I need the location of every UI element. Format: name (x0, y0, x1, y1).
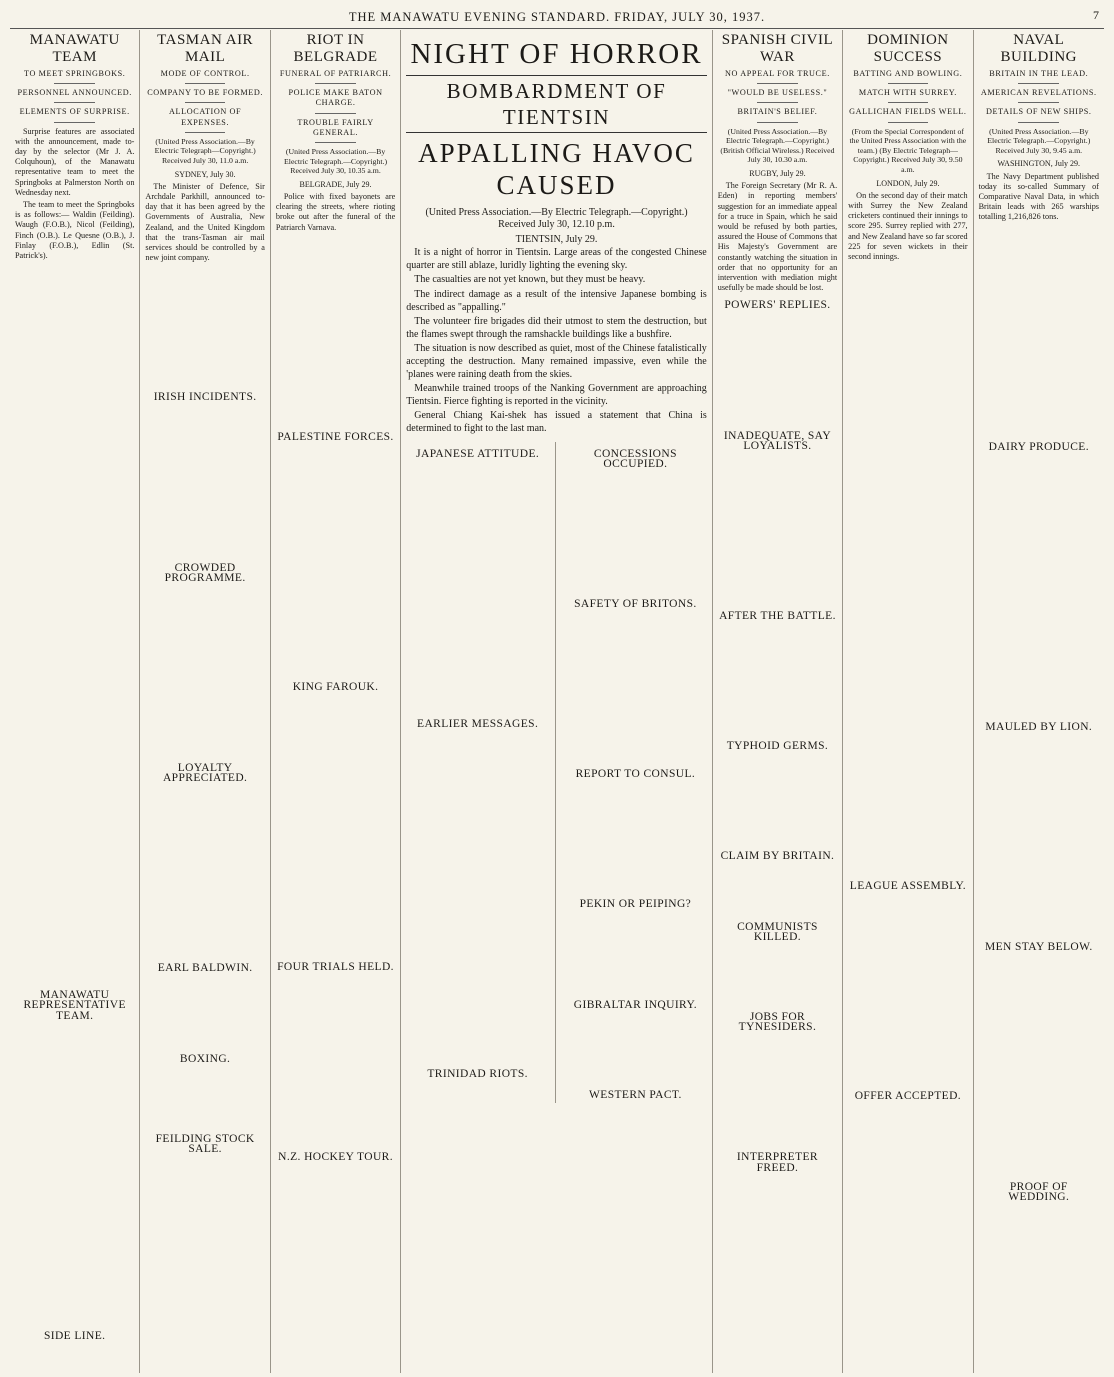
lead-subcolumn-left (406, 442, 556, 1103)
section-heading: EARL BALDWIN. (157, 962, 253, 975)
paragraph: The volunteer fire brigades did their utmost to stem the destruction, but the flames swept through the ramshackle buildings like a bushfire. (406, 316, 707, 340)
subhead: TROUBLE FAIRLY GENERAL. (297, 117, 374, 137)
subhead: BRITAIN IN THE LEAD. (989, 69, 1089, 78)
section-heading: OFFER ACCEPTED. (854, 1090, 962, 1103)
lead-headline-3: APPALLING HAVOC CAUSED (418, 138, 695, 200)
dateline: TIENTSIN, July 29. (515, 234, 598, 245)
headline-dominion-success: DOMINION SUCCESS (867, 32, 949, 65)
paragraph: The Minister of Defence, Sir Archdale Parkhill, announced to-day that it has been agreed by the Governments of Australia, New Zealand, and the United Kingdom that the trans-Tasman air mail services should be controlled by a new joint company. (145, 181, 265, 263)
section-heading: LEAGUE ASSEMBLY. (849, 880, 966, 893)
column-spanish-civil-war (713, 30, 843, 1373)
section-heading: MAULED BY LION. (985, 720, 1093, 733)
paragraph: The casualties are not yet known, but they must be heavy. (414, 274, 646, 286)
masthead-title: THE MANAWATU EVENING STANDARD. FRIDAY, JULY 30, 1937. (348, 9, 766, 24)
subhead: "WOULD BE USELESS." (727, 88, 828, 98)
page-number: 7 (1093, 8, 1100, 22)
section-heading: WESTERN PACT. (589, 1088, 682, 1101)
column-manawatu-team (10, 30, 140, 1373)
paragraph: The situation is now described as quiet, most of the Chinese fatalistically accepting the destruction. Many remained impassive, even while the 'planes were raining death from the skies. (406, 343, 707, 380)
subhead: BRITAIN'S BELIEF. (737, 107, 818, 117)
masthead (10, 6, 1104, 29)
section-heading: N.Z. HOCKEY TOUR. (278, 1151, 393, 1164)
section-heading: CROWDED PROGRAMME. (164, 561, 246, 584)
subhead: FUNERAL OF PATRIARCH. (279, 69, 392, 78)
section-heading: SIDE LINE. (43, 1329, 106, 1342)
section-heading: INADEQUATE, SAY LOYALISTS. (723, 429, 832, 452)
wire-credit: (United Press Association.—By Electric Telegraph.—Copyright.) Received July 30, 12.10 p.m. (425, 207, 688, 230)
section-heading: LOYALTY APPRECIATED. (162, 762, 248, 785)
section-heading: CLAIM BY BRITAIN. (720, 850, 835, 863)
column-tasman-air-mail (140, 30, 270, 1373)
section-heading: REPORT TO CONSUL. (575, 768, 696, 781)
dateline: SYDNEY, July 30. (174, 169, 236, 179)
section-heading: GIBRALTAR INQUIRY. (573, 998, 697, 1011)
section-heading: CONCESSIONS OCCUPIED. (593, 447, 677, 470)
paragraph: The team to meet the Springboks is as follows:— Waldin (Feilding). Waugh (F.O.B.), Nicol (Feilding), Finch (O.B.). Le Quesne (O.B.), J. Finlay (F.O.B.), Edlin (St. Patrick's). (15, 200, 135, 261)
article-body (15, 127, 134, 984)
lead-subcolumn-right (564, 442, 707, 1103)
subhead: AMERICAN REVELATIONS. (980, 88, 1097, 98)
subhead: NO APPEAL FOR TRUCE. (725, 69, 830, 78)
section-heading: PALESTINE FORCES. (277, 430, 394, 443)
lead-headline-2: BOMBARDMENT OF TIENTSIN (406, 75, 706, 133)
subhead: PERSONNEL ANNOUNCED. (17, 88, 132, 98)
column-riot-in-belgrade (271, 30, 401, 1373)
headline-riot-in-belgrade: RIOT IN BELGRADE (293, 32, 378, 65)
paragraph: General Chiang Kai-shek has issued a statement that China is determined to fight to the last man. (406, 410, 707, 434)
section-heading: BOXING. (179, 1052, 231, 1065)
lead-article-body (406, 247, 706, 435)
lead-story-column (401, 30, 712, 1373)
section-heading: JOBS FOR TYNESIDERS. (738, 1011, 817, 1034)
headline-manawatu-team: MANAWATU TEAM (29, 32, 120, 65)
section-heading: SAFETY OF BRITONS. (574, 597, 697, 610)
column-naval-building (974, 30, 1104, 1373)
paragraph: Meanwhile trained troops of the Nanking Government are approaching Tientsin. Fierce fighting is reported in the vicinity. (406, 383, 707, 407)
headline-naval-building: NAVAL BUILDING (1000, 32, 1078, 65)
wire-credit: (United Press Association.—By Electric Telegraph.—Copyright.) (British Official Wireless.) Received July 30, 10.30 a.m. (720, 126, 835, 165)
headline-tasman-air-mail: TASMAN AIR MAIL (157, 32, 254, 65)
wire-credit: (United Press Association.—By Electric Telegraph—Copyright.) Received July 30, 11.0 a.m. (154, 136, 256, 165)
lead-headline-1: NIGHT OF HORROR (410, 38, 703, 70)
section-heading: KING FAROUK. (292, 681, 379, 694)
section-heading: MEN STAY BELOW. (984, 941, 1093, 954)
paragraph: The Navy Department published today its so-called Summary of Comparative Naval Data, in which Britain leads with 265 warships totalling 1,216,826 tons. (978, 171, 1099, 222)
subhead: COMPANY TO BE FORMED. (147, 88, 264, 98)
section-heading: PEKIN OR PEIPING? (579, 898, 692, 911)
section-heading: JAPANESE ATTITUDE. (416, 447, 540, 460)
subhead: BATTING AND BOWLING. (853, 69, 963, 78)
dateline: BELGRADE, July 29. (299, 179, 372, 189)
dateline: RUGBY, July 29. (749, 168, 806, 178)
subhead: MODE OF CONTROL. (160, 69, 250, 78)
section-heading: FEILDING STOCK SALE. (155, 1132, 255, 1156)
section-heading: IRISH INCIDENTS. (153, 391, 257, 404)
section-heading: MANAWATU REPRESENTATIVE TEAM. (23, 989, 126, 1022)
lead-subcolumns (406, 442, 706, 1103)
subhead: ELEMENTS OF SURPRISE. (19, 107, 130, 117)
section-heading: AFTER THE BATTLE. (719, 610, 836, 623)
columns (10, 30, 1104, 1373)
paragraph: On the second day of their match with Surrey the New Zealand cricketers continued their innings to score 295. Surrey replied with 277, and New Zealand have so far scored 225 for seven wickets in their second innings. (848, 190, 968, 261)
dateline: LONDON, July 29. (876, 178, 940, 188)
section-heading: POWERS' REPLIES. (724, 299, 831, 312)
section-heading: TRINIDAD RIOTS. (427, 1067, 528, 1080)
wire-credit: (From the Special Correspondent of the United Press Association with the team.) (By Electric Telegraph—Copyright.) Received July 30, 9.50 a.m. (849, 126, 967, 174)
subhead: POLICE MAKE BATON CHARGE. (288, 88, 383, 108)
subhead: DETAILS OF NEW SHIPS. (986, 107, 1092, 117)
article-filler-text (15, 263, 134, 983)
headline-spanish-civil-war: SPANISH CIVIL WAR (721, 32, 834, 65)
section-heading: INTERPRETER FREED. (736, 1151, 818, 1174)
paragraph: It is a night of horror in Tientsin. Large areas of the congested Chinese quarter are still ablaze, luridly lighting the evening sky. (406, 247, 707, 271)
paragraph: The indirect damage as a result of the intensive Japanese bombing is described as "appalling." (406, 288, 707, 313)
subhead: GALLICHAN FIELDS WELL. (849, 107, 967, 117)
wire-credit: (United Press Association.—By Electric Telegraph.—Copyright.) Received July 30, 9.45 a.m. (987, 126, 1091, 155)
subhead: ALLOCATION OF EXPENSES. (169, 107, 242, 127)
paragraph: Surprise features are associated with the announcement, made to-day by the selector (Mr J. A. Colquhoun), of the Manawatu representative team to meet the Springboks at Palmerston North on Wednesday next. (15, 126, 135, 197)
column-dominion-success (843, 30, 973, 1373)
subhead: TO MEET SPRINGBOKS. (24, 69, 126, 78)
dateline: WASHINGTON, July 29. (997, 159, 1081, 169)
subhead: MATCH WITH SURREY. (858, 88, 957, 98)
section-heading: FOUR TRIALS HELD. (277, 961, 394, 974)
section-heading: PROOF OF WEDDING. (1008, 1181, 1070, 1204)
section-heading: COMMUNISTS KILLED. (737, 920, 818, 943)
section-heading: TYPHOID GERMS. (726, 740, 829, 753)
wire-credit: (United Press Association.—By Electric Telegraph.—Copyright.) Received July 30, 10.35 a.m. (284, 147, 388, 176)
section-heading: DAIRY PRODUCE. (988, 440, 1089, 453)
paragraph: The Foreign Secretary (Mr R. A. Eden) in reporting members' suggestion for an immediate appeal for a truce in Spain, which he said would be refused by both parties, assured the House of Commons that His Majesty's Government are constantly watching the situation in order that no opportunity for an intervention with mediation might usefully be made should be lost. (717, 181, 838, 293)
paragraph: Police with fixed bayonets are clearing the streets, where rioting broke out after the funeral of the Patriarch Varnava. (275, 192, 396, 232)
section-heading: EARLIER MESSAGES. (417, 717, 539, 730)
